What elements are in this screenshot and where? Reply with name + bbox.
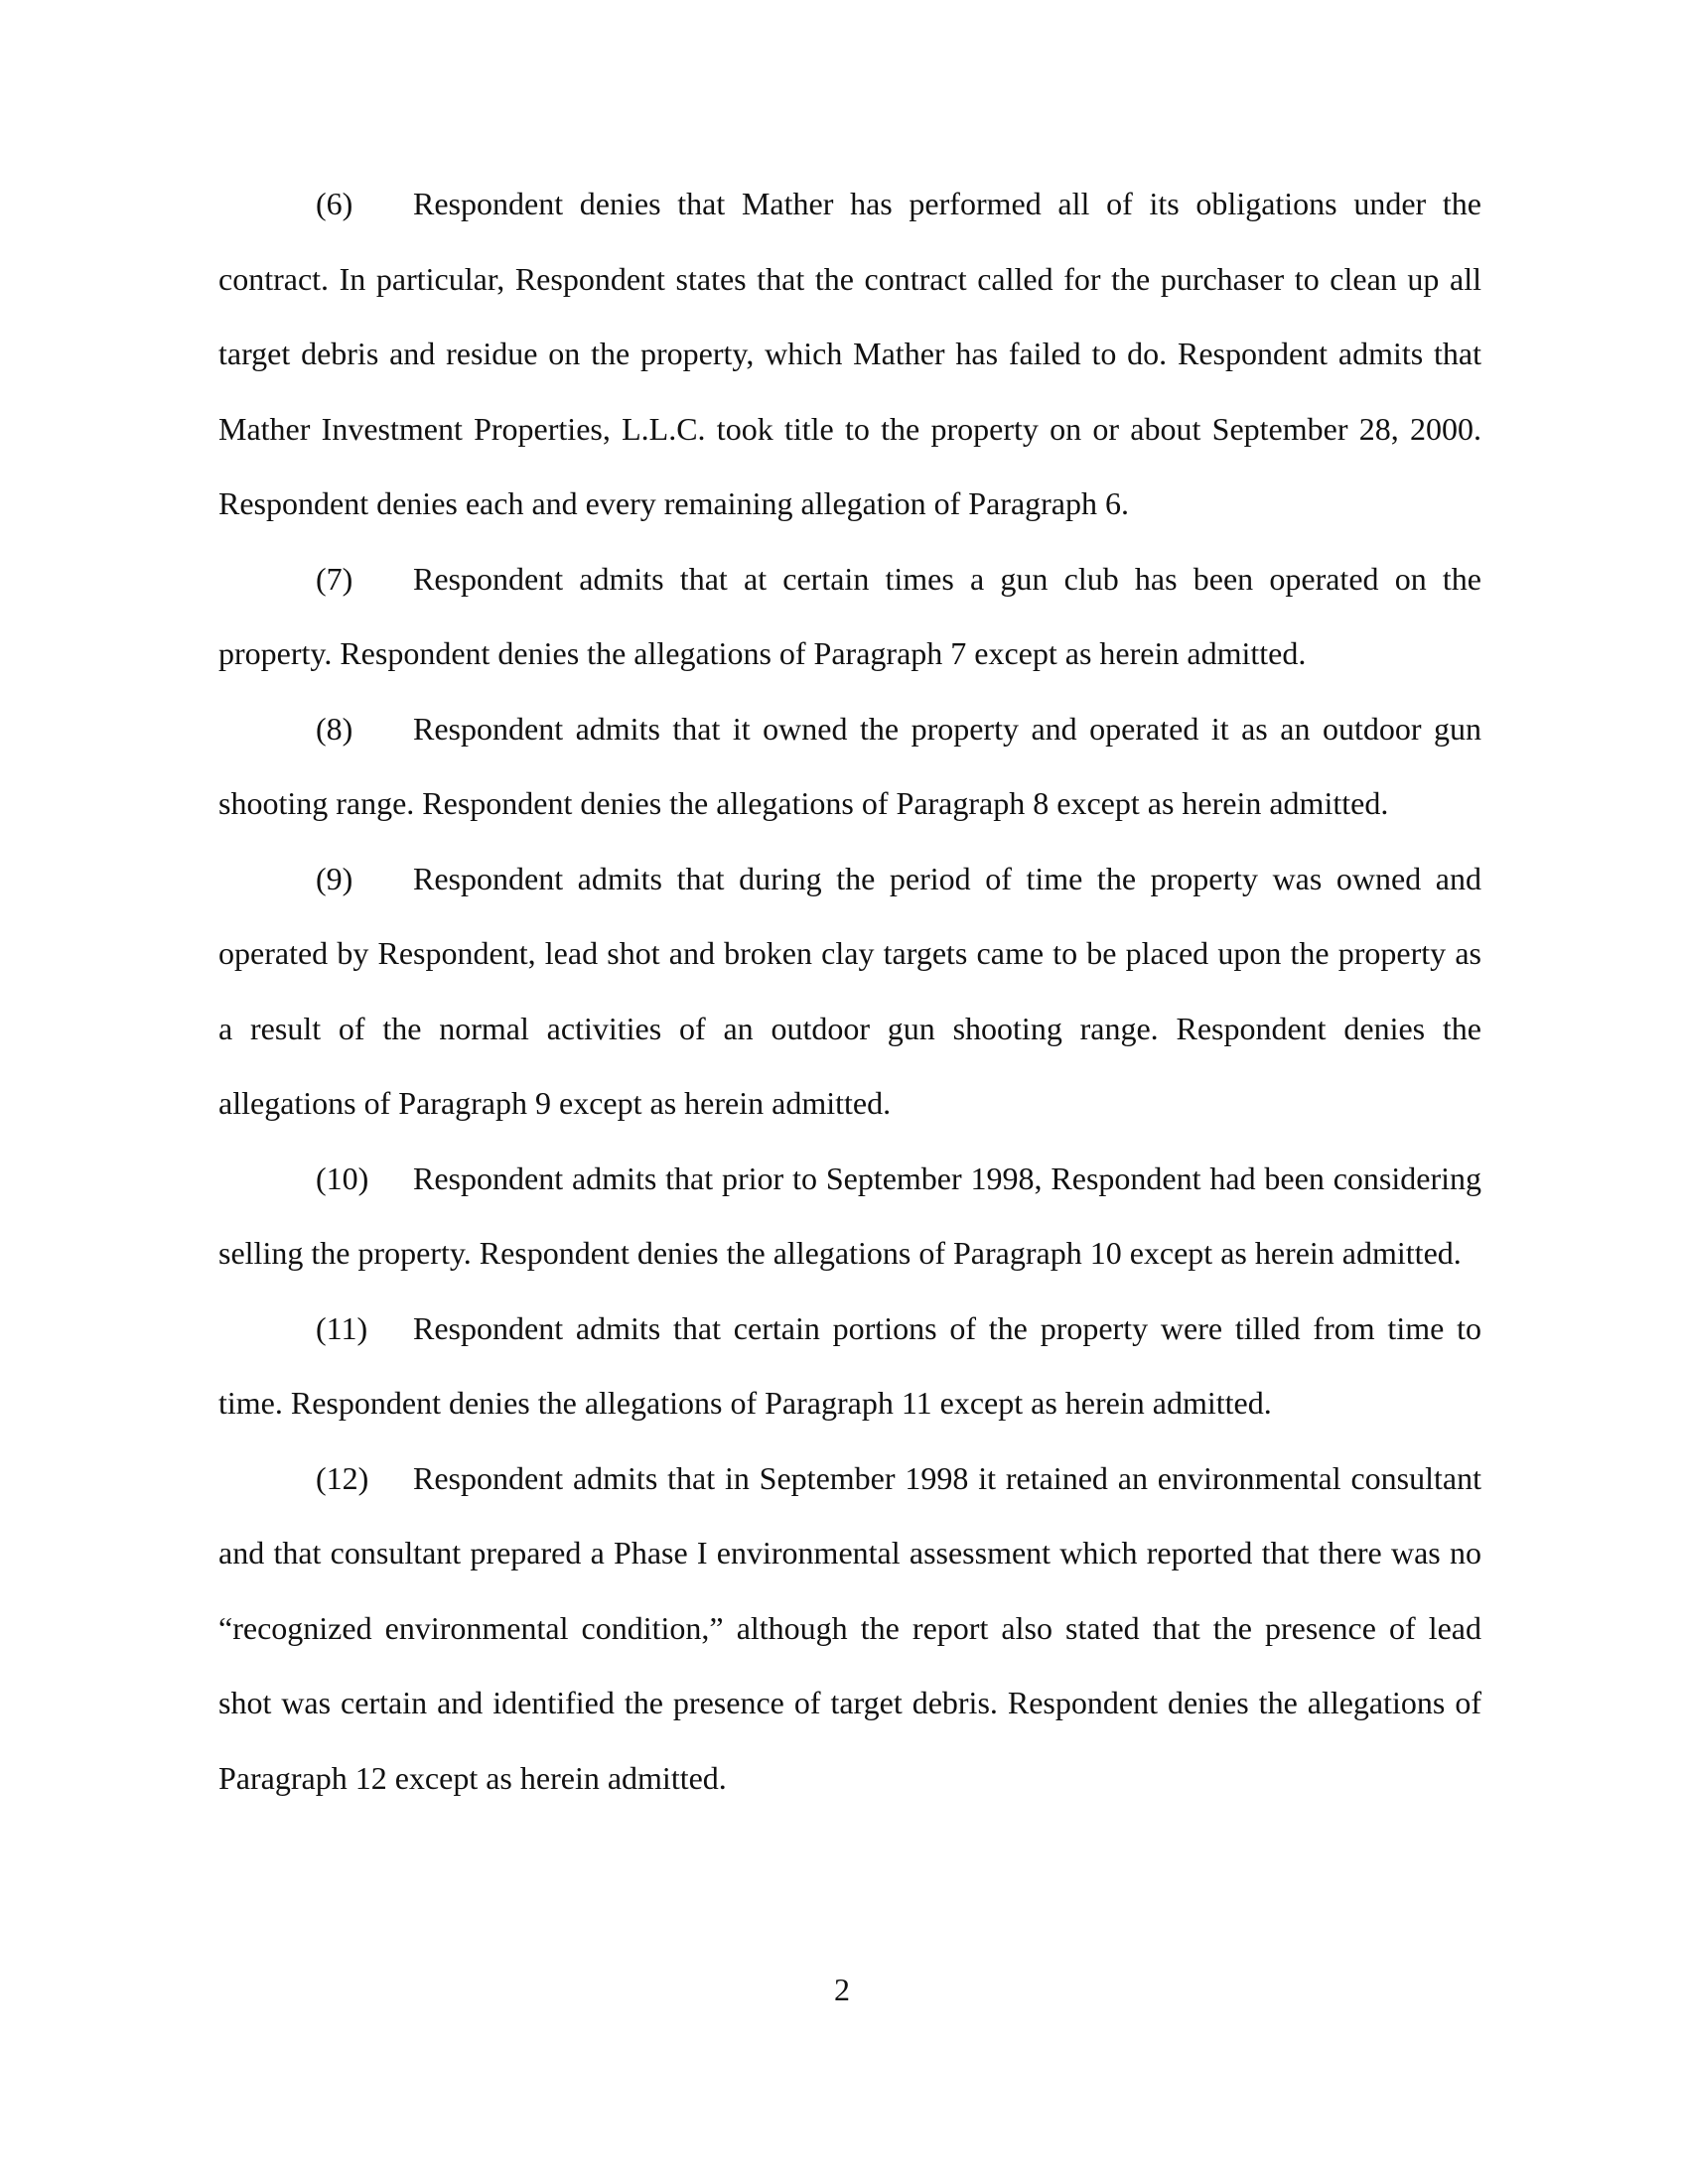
paragraph-text: Respondent admits that at certain times a gun club has been operated on the property. Respondent denies the allegations of Paragraph 7 except as herein admitted. bbox=[218, 560, 1481, 671]
paragraph-10 bbox=[218, 1142, 1481, 1292]
paragraph-11 bbox=[218, 1292, 1481, 1441]
paragraph-7 bbox=[218, 542, 1481, 692]
paragraph-number: (9) bbox=[316, 860, 353, 896]
paragraph-9 bbox=[218, 842, 1481, 1142]
paragraph-number: (11) bbox=[316, 1309, 368, 1346]
paragraph-number: (12) bbox=[316, 1459, 369, 1496]
paragraph-12 bbox=[218, 1441, 1481, 1817]
page-number: 2 bbox=[834, 1972, 850, 2007]
document-body bbox=[218, 167, 1481, 1816]
paragraph-text: Respondent admits that in September 1998 it retained an environmental consultant and that consultant prepared a Phase I environmental assessment which reported that there was no “recognized environmental condition,” although the report also stated that the presence of lead shot was certain and identified the presence of target debris. Respondent denies the allegations of Paragraph 12 except as herein admitted. bbox=[218, 1459, 1481, 1796]
paragraph-text: Respondent denies that Mather has performed all of its obligations under the contract. In particular, Respondent states that the contract called for the purchaser to clean up all target debris and residue on the property, which Mather has failed to do. Respondent admits that Mather Investment Properties, L.L.C. took title to the property on or about September 28, 2000. Respondent denies each and every remaining allegation of Paragraph 6. bbox=[218, 186, 1481, 521]
paragraph-text: Respondent admits that prior to September 1998, Respondent had been considering selling the property. Respondent denies the allegations of Paragraph 10 except as herein admitted. bbox=[218, 1160, 1481, 1271]
paragraph-6 bbox=[218, 167, 1481, 542]
paragraph-number: (7) bbox=[316, 560, 353, 597]
paragraph-text: Respondent admits that it owned the property and operated it as an outdoor gun shooting range. Respondent denies the allegations of Paragraph 8 except as herein admitted. bbox=[218, 710, 1481, 821]
paragraph-number: (6) bbox=[316, 186, 353, 221]
paragraph-number: (8) bbox=[316, 710, 353, 747]
paragraph-number: (10) bbox=[316, 1160, 369, 1196]
paragraph-8 bbox=[218, 692, 1481, 842]
paragraph-text: Respondent admits that certain portions of the property were tilled from time to time. Respondent denies the allegations of Paragraph 11 except as herein admitted. bbox=[218, 1309, 1481, 1421]
paragraph-text: Respondent admits that during the period of time the property was owned and operated by Respondent, lead shot and broken clay targets came to be placed upon the property as a result of the normal activities of an outdoor gun shooting range. Respondent denies the allegations of Paragraph 9 except as herein admitted. bbox=[218, 860, 1481, 1121]
